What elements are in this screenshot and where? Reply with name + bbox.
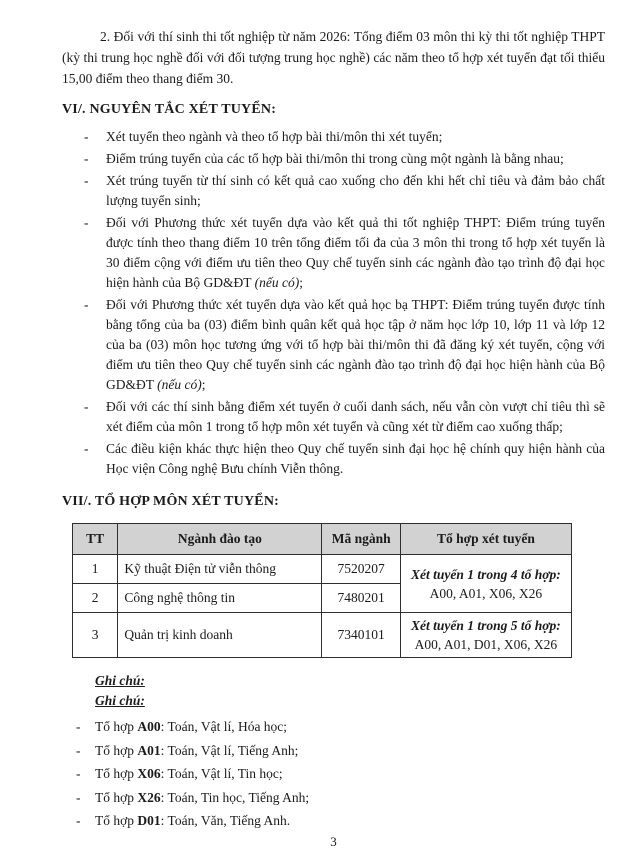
note-prefix: Tổ hợp <box>95 742 138 758</box>
note-item <box>62 810 605 833</box>
bullet-item <box>62 127 605 147</box>
combo-title: Xét tuyển 1 trong 5 tổ hợp: <box>411 618 561 633</box>
note-subjects: : Toán, Vật lí, Hóa học; <box>160 719 288 734</box>
note-combo-code: A01 <box>137 742 161 758</box>
note-subjects: : Toán, Vật lí, Tiếng Anh; <box>160 742 299 758</box>
header-cell-code: Mã ngành <box>322 524 400 555</box>
notes-label: Ghi chú: <box>95 673 145 688</box>
note-combo-code: D01 <box>137 813 161 828</box>
note-prefix: Tổ hợp <box>95 719 138 734</box>
bullet-item <box>62 149 605 169</box>
cell-major: Công nghệ thông tin <box>118 584 322 613</box>
dash-marker: - <box>84 173 89 188</box>
dash-marker: - <box>84 441 89 456</box>
table-row <box>73 555 572 584</box>
note-item <box>62 740 605 763</box>
cell-combo-merged <box>400 555 571 613</box>
header-cell-major: Ngành đào tạo <box>118 524 322 555</box>
dash-marker: - <box>76 766 81 781</box>
admission-combinations-table <box>72 523 572 658</box>
note-combo-code: X06 <box>137 766 161 781</box>
bullet-item <box>62 397 605 437</box>
bullet-text: Đối với Phương thức xét tuyển dựa vào kết quả học bạ THPT: Điểm trúng tuyển được tính bằng tổng của ba (03) điểm bình quân kết quả học tập ở năm học lớp 10, lớp 11 và lớp 12 của ba (03) môn học tương ứng với tổ hợp bài thi/môn thi đã đăng ký xét tuyển, cộng với điểm ưu tiên theo Quy chế tuyển sinh các ngành đào tạo trình độ đại học hiện hành của Bộ GD&ĐT <box>106 297 605 392</box>
dash-marker: - <box>84 151 89 166</box>
bullet-text: Điểm trúng tuyển của các tổ hợp bài thi/môn thi trong cùng một ngành là bằng nhau; <box>106 151 564 166</box>
note-subjects: : Toán, Vật lí, Tin học; <box>160 766 283 781</box>
bullet-italic-note: (nếu có) <box>157 377 202 392</box>
note-prefix: Tổ hợp <box>95 766 138 781</box>
bullet-item <box>62 171 605 211</box>
combination-notes-list <box>62 716 605 834</box>
cell-major: Quản trị kinh doanh <box>118 613 322 658</box>
cell-tt: 1 <box>73 555 118 584</box>
intro-paragraph: 2. Đối với thí sinh thi tốt nghiệp từ năm 2026: Tổng điểm 03 môn thi kỳ thi tốt nghiệp THPT (kỳ thi trung học nghề đối với đối tượng trung học nghề) các năm theo tổ hợp xét tuyển đạt tối thiểu 15,00 điểm theo thang điểm 30. <box>62 29 605 86</box>
page-number: 3 <box>330 833 337 849</box>
cell-tt: 2 <box>73 584 118 613</box>
dash-marker: - <box>84 129 89 144</box>
bullet-item <box>62 295 605 395</box>
bullet-text: Xét tuyển theo ngành và theo tổ hợp bài thi/môn thi xét tuyển; <box>106 129 443 144</box>
combo-codes: A00, A01, D01, X06, X26 <box>414 637 558 652</box>
bullet-tail: ; <box>299 275 303 290</box>
cell-code: 7520207 <box>322 555 400 584</box>
note-item <box>62 787 605 810</box>
note-item <box>62 716 605 739</box>
cell-combo <box>400 613 571 658</box>
note-prefix: Tổ hợp <box>95 789 138 805</box>
note-combo-code: A00 <box>137 719 161 734</box>
bullet-text: Xét trúng tuyển từ thí sinh có kết quả cao xuống cho đến khi hết chỉ tiêu và đảm bảo chất lượng tuyển sinh; <box>106 173 605 208</box>
note-subjects: : Toán, Tin học, Tiếng Anh; <box>160 789 310 805</box>
section6-bullet-list <box>62 127 605 481</box>
dash-marker: - <box>84 399 89 414</box>
dash-marker: - <box>76 742 81 758</box>
section6-heading: VI/. NGUYÊN TẮC XÉT TUYỂN: <box>62 102 277 117</box>
dash-marker: - <box>76 813 81 828</box>
bullet-item <box>62 439 605 479</box>
note-subjects: : Toán, Văn, Tiếng Anh. <box>160 813 291 828</box>
note-prefix: Tổ hợp <box>95 813 138 828</box>
combo-codes: A00, A01, X06, X26 <box>429 585 543 601</box>
header-cell-combo: Tổ hợp xét tuyển <box>400 524 571 555</box>
cell-major: Kỹ thuật Điện tử viễn thông <box>118 555 322 584</box>
notes-label: Ghi chú: <box>95 693 145 708</box>
dash-marker: - <box>76 719 81 734</box>
note-item <box>62 763 605 786</box>
bullet-tail: ; <box>201 377 206 392</box>
cell-code: 7340101 <box>322 613 400 658</box>
dash-marker: - <box>84 215 89 230</box>
dash-marker: - <box>84 297 89 312</box>
bullet-item <box>62 213 605 293</box>
cell-tt: 3 <box>73 613 118 658</box>
bullet-italic-note: (nếu có) <box>254 275 300 290</box>
cell-code: 7480201 <box>322 584 400 613</box>
bullet-text: Đối với Phương thức xét tuyển dựa vào kết quả thi tốt nghiệp THPT: Điểm trúng tuyển được tính theo thang điểm 10 trên tổng điểm tối đa của 3 môn thi trong tổ hợp xét tuyển là 30 điểm cộng với điểm ưu tiên theo Quy chế tuyển sinh các ngành đào tạo trình độ đại học hiện hành của Bộ GD&ĐT <box>106 215 605 290</box>
header-cell-tt: TT <box>73 524 118 555</box>
note-combo-code: X26 <box>137 789 161 805</box>
table-row <box>73 613 572 658</box>
bullet-text: Các điều kiện khác thực hiện theo Quy chế tuyển sinh đại học hệ chính quy hiện hành của Học viện Công nghệ Bưu chính Viễn thông. <box>106 441 605 476</box>
dash-marker: - <box>76 789 81 805</box>
bullet-text: Đối với các thí sinh bằng điểm xét tuyển ở cuối danh sách, nếu vẫn còn vượt chỉ tiêu thì sẽ xét điểm của môn 1 trong tổ hợp môn xét tuyển và cũng xét từ điểm cao xuống thấp; <box>106 399 605 434</box>
table-header-row <box>73 524 572 555</box>
section7-heading: VII/. TỔ HỢP MÔN XÉT TUYỂN: <box>62 494 279 509</box>
combo-title: Xét tuyển 1 trong 4 tổ hợp: <box>411 566 561 582</box>
